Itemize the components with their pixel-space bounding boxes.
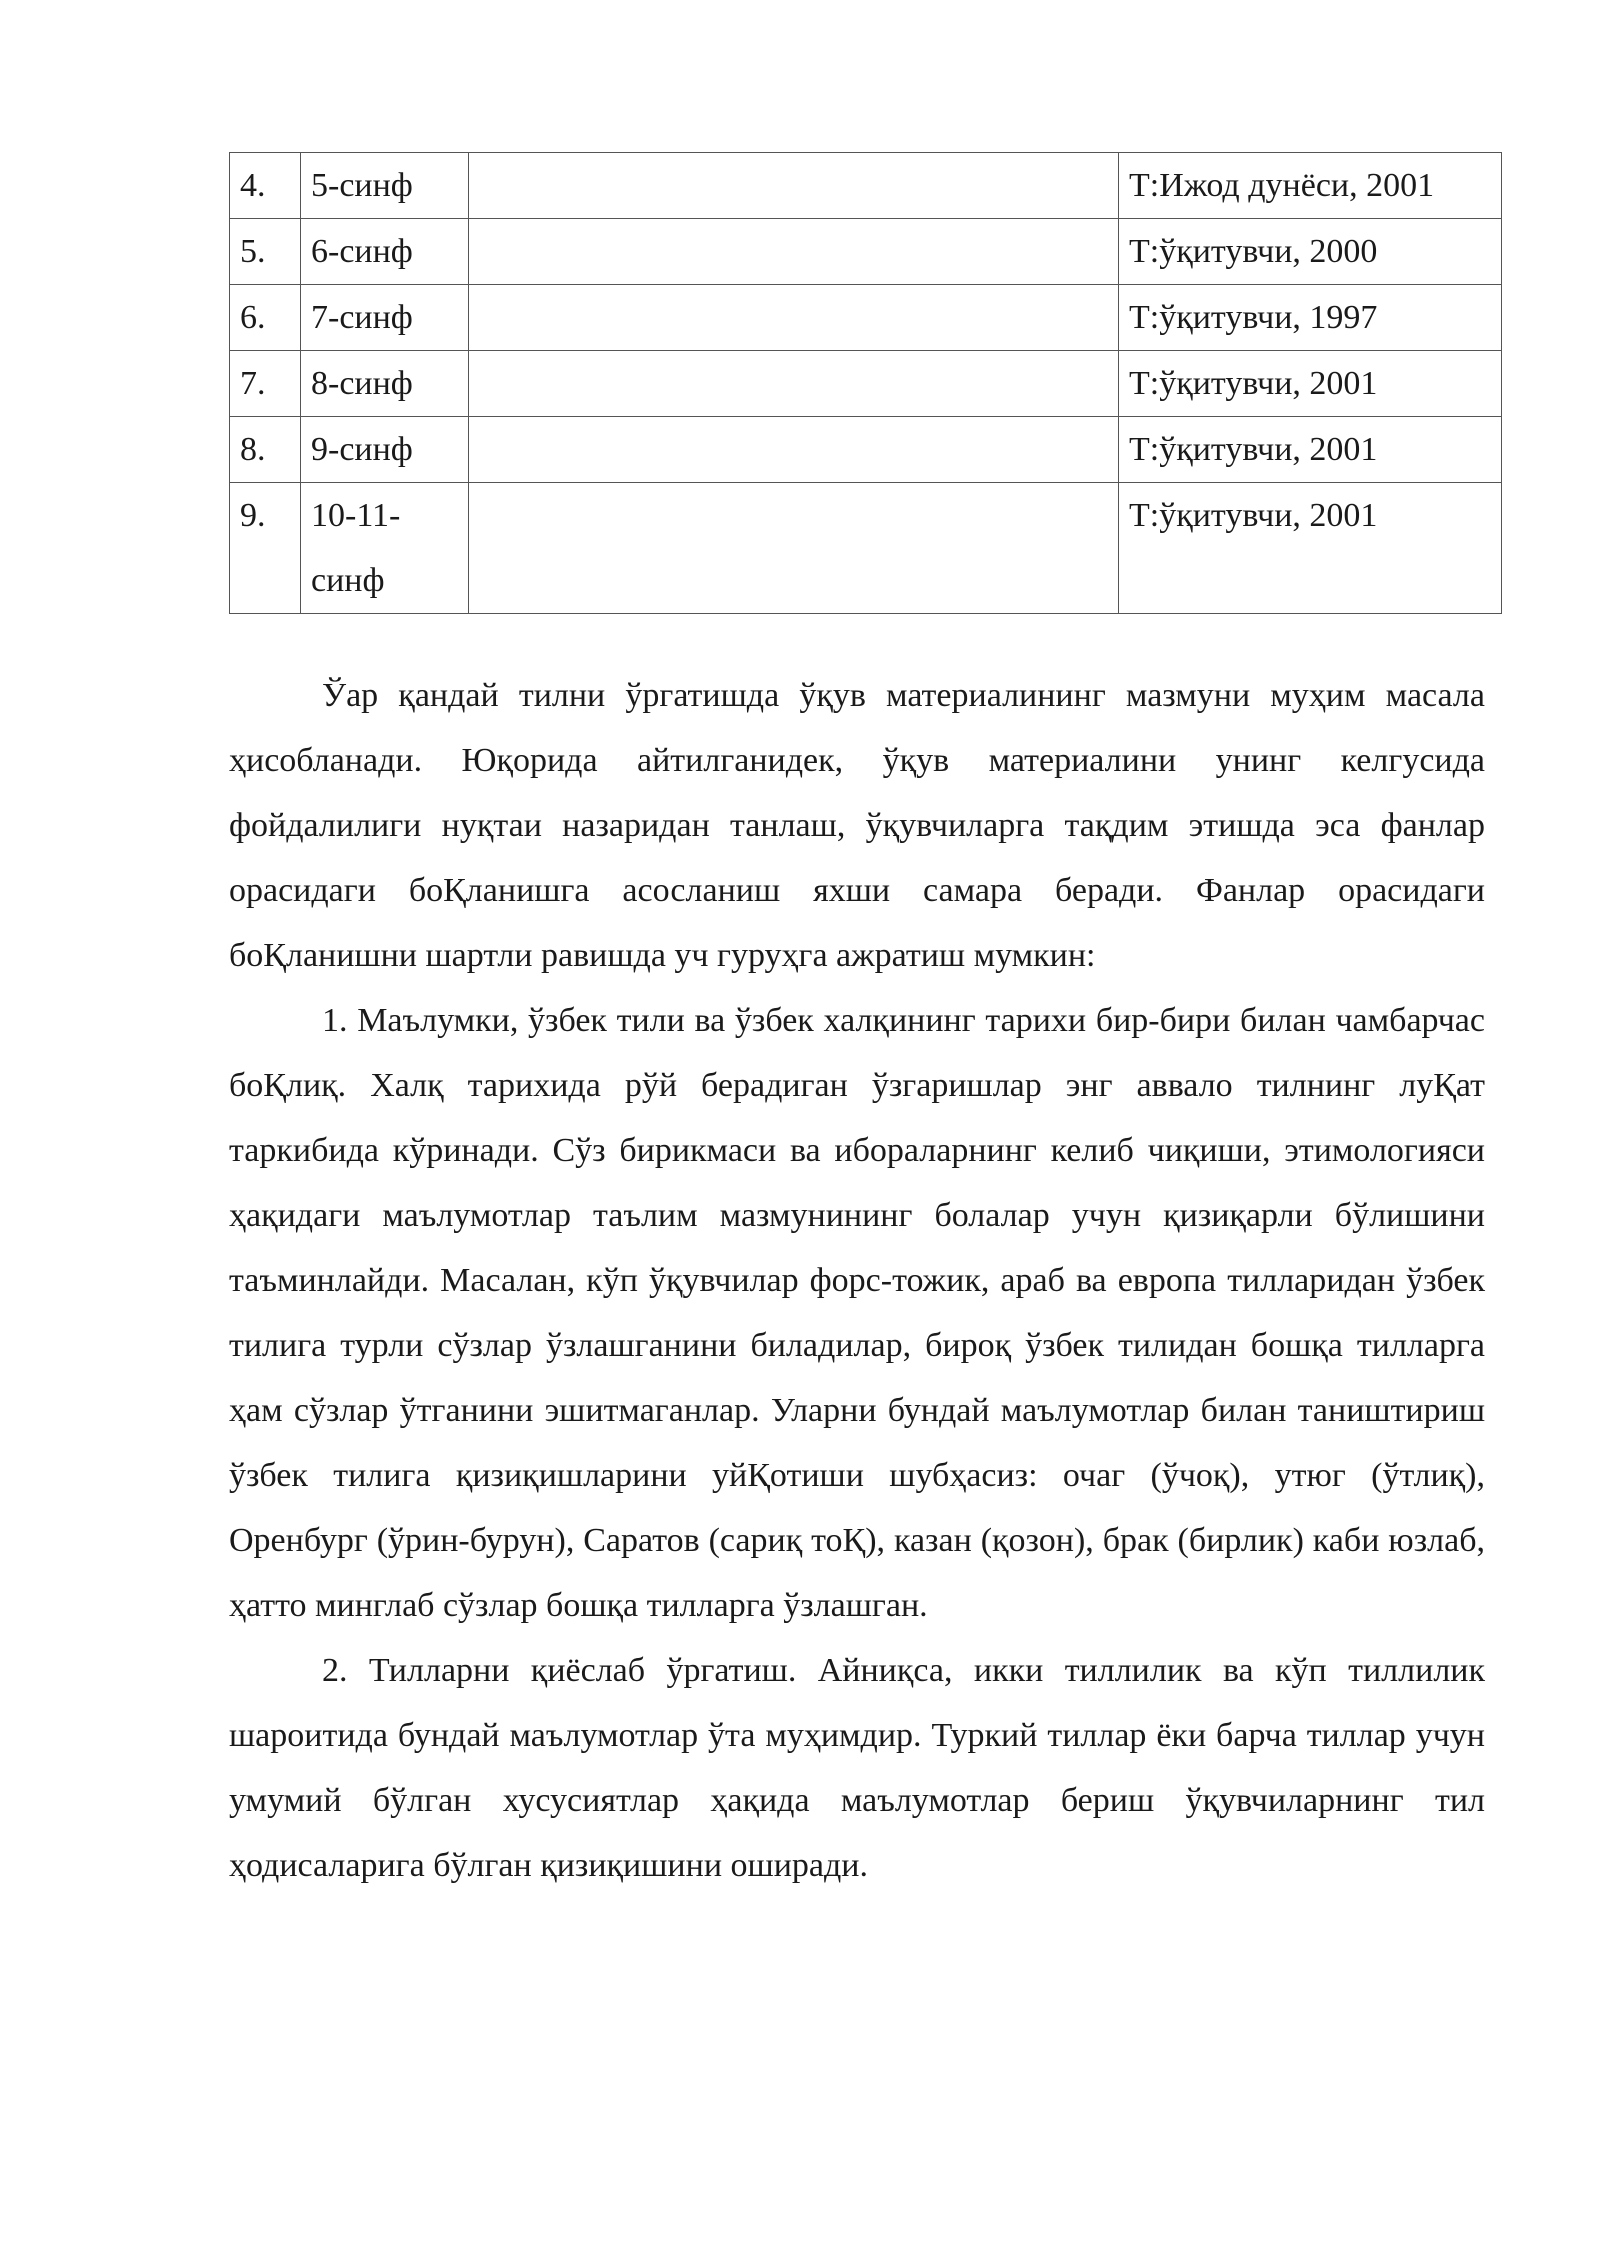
publisher-cell: Т:ўқитувчи, 2001 bbox=[1119, 483, 1502, 614]
grade-cell: 9-синф bbox=[301, 417, 469, 483]
title-cell bbox=[469, 417, 1119, 483]
table-row bbox=[230, 351, 1502, 417]
body-text bbox=[229, 663, 1485, 1898]
grade-cell: 6-синф bbox=[301, 219, 469, 285]
title-cell bbox=[469, 219, 1119, 285]
row-number: 8. bbox=[230, 417, 301, 483]
row-number: 5. bbox=[230, 219, 301, 285]
row-number: 7. bbox=[230, 351, 301, 417]
table-row bbox=[230, 417, 1502, 483]
grade-cell: 5-синф bbox=[301, 153, 469, 219]
table-row bbox=[230, 219, 1502, 285]
title-cell bbox=[469, 483, 1119, 614]
publisher-cell: Т:ўқитувчи, 2000 bbox=[1119, 219, 1502, 285]
publisher-cell: Т:Ижод дунёси, 2001 bbox=[1119, 153, 1502, 219]
paragraph-point-2: 2. Тилларни қиёслаб ўргатиш. Айниқса, икки тиллилик ва кўп тиллилик шароитида бундай маълумотлар ўта муҳимдир. Туркий тиллар ёки барча тиллар учун умумий бўлган хусусиятлар ҳақида маълумотлар бериш ўқувчиларнинг тил ҳодисаларига бўлган қизиқишини оширади. bbox=[229, 1652, 1485, 1884]
title-cell bbox=[469, 351, 1119, 417]
table-row bbox=[230, 483, 1502, 614]
title-cell bbox=[469, 285, 1119, 351]
row-number: 6. bbox=[230, 285, 301, 351]
table-row bbox=[230, 153, 1502, 219]
table-row bbox=[230, 285, 1502, 351]
publisher-cell: Т:ўқитувчи, 2001 bbox=[1119, 417, 1502, 483]
row-number: 4. bbox=[230, 153, 301, 219]
paragraph-point-1: 1. Маълумки, ўзбек тили ва ўзбек халқининг тарихи бир-бири билан чамбарчас боҚлиқ. Халқ тарихида рўй берадиган ўзгаришлар энг аввало тилнинг луҚат таркибида кўринади. Сўз бирикмаси ва ибораларнинг келиб чиқиши, этимологияси ҳақидаги маълумотлар таълим мазмунининг болалар учун қизиқарли бўлишини таъминлайди. Масалан, кўп ўқувчилар форс-тожик, араб ва европа тилларидан ўзбек тилига турли сўзлар ўзлашганини биладилар, бироқ ўзбек тилидан бошқа тилларга ҳам сўзлар ўтганини эшитмаганлар. Уларни бундай маълумотлар билан таништириш ўзбек тилига қизиқишларини уйҚотиши шубҳасиз: очаг (ўчоқ), утюг (ўтлиқ), Оренбург (ўрин-бурун), Саратов (сариқ тоҚ), казан (қозон), брак (бирлик) каби юзлаб, ҳатто минглаб сўзлар бошқа тилларга ўзлашган. bbox=[229, 1002, 1485, 1624]
grade-cell: 8-синф bbox=[301, 351, 469, 417]
title-cell bbox=[469, 153, 1119, 219]
row-number: 9. bbox=[230, 483, 301, 614]
grade-cell: 7-синф bbox=[301, 285, 469, 351]
paragraph-intro: Ўар қандай тилни ўргатишда ўқув материалининг мазмуни муҳим масала ҳисобланади. Юқорида айтилганидек, ўқув материалини унинг келгусида фойдалилиги нуқтаи назаридан танлаш, ўқувчиларга тақдим этишда эса фанлар орасидаги боҚланишга асосланиш яхши самара беради. Фанлар орасидаги боҚланишни шартли равишда уч гуруҳга ажратиш мумкин: bbox=[229, 677, 1485, 974]
publisher-cell: Т:ўқитувчи, 1997 bbox=[1119, 285, 1502, 351]
textbook-table bbox=[229, 152, 1502, 614]
publisher-cell: Т:ўқитувчи, 2001 bbox=[1119, 351, 1502, 417]
grade-cell: 10-11-синф bbox=[301, 483, 469, 614]
